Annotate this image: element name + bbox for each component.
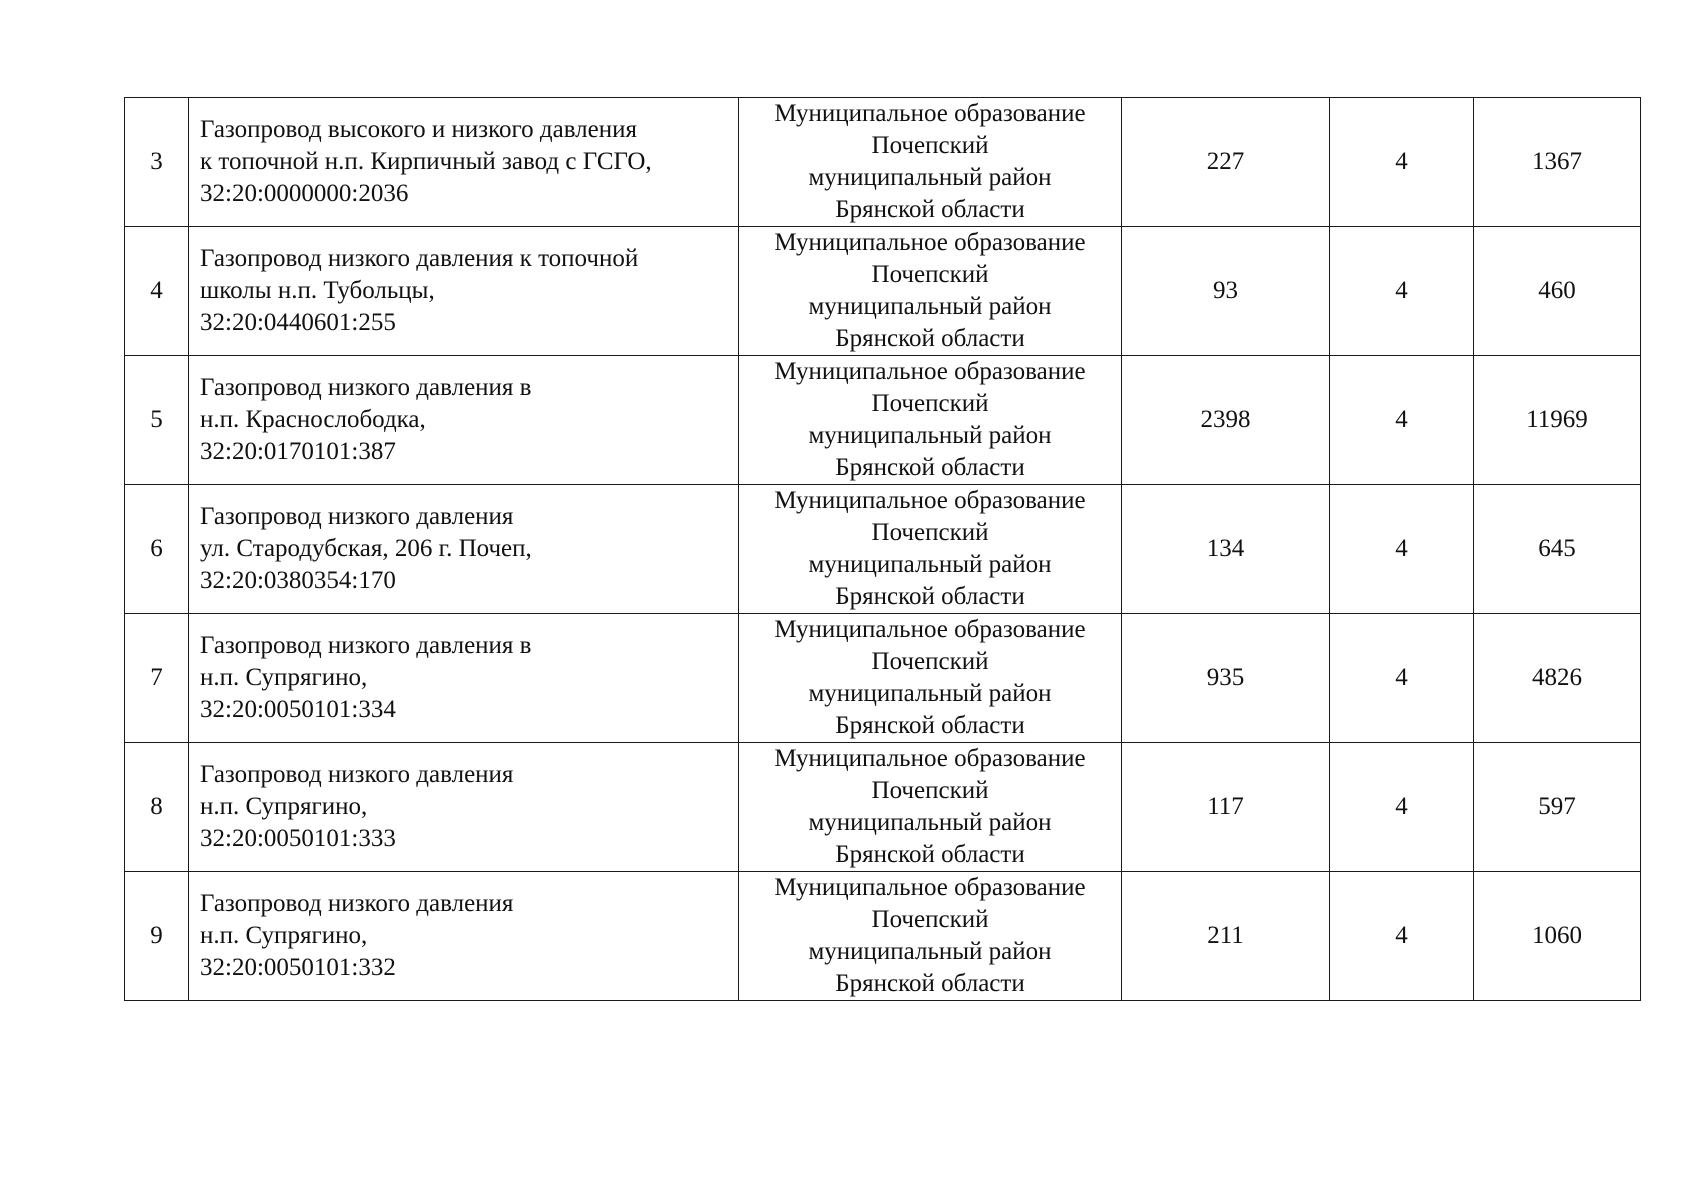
owner-line: Брянской области <box>835 841 1025 868</box>
table-row <box>125 485 1641 614</box>
object-name-line: 32:20:0050101:334 <box>200 696 396 723</box>
owner-line: Брянской области <box>835 583 1025 610</box>
object-name-line: ул. Стародубская, 206 г. Почеп, <box>200 535 532 562</box>
owner-line: Брянской области <box>835 454 1025 481</box>
owner-line: муниципальный район <box>808 809 1052 836</box>
category-cell: 4 <box>1330 614 1474 743</box>
category-cell: 4 <box>1330 872 1474 1001</box>
owner-line: муниципальный район <box>808 293 1052 320</box>
owner-line: Почепский <box>871 906 989 933</box>
object-name-cell <box>189 356 739 485</box>
object-name-cell <box>189 227 739 356</box>
length-cell: 2398 <box>1122 356 1330 485</box>
table-row <box>125 356 1641 485</box>
owner-line: Брянской области <box>835 712 1025 739</box>
object-name-line: к топочной н.п. Кирпичный завод с ГСГО, <box>200 148 652 175</box>
object-name-line: н.п. Супрягино, <box>200 664 368 691</box>
owner-line: Брянской области <box>835 196 1025 223</box>
table-row <box>125 614 1641 743</box>
owner-line: Муниципальное образование <box>774 100 1086 127</box>
row-number-cell: 7 <box>125 614 189 743</box>
owner-line: муниципальный район <box>808 551 1052 578</box>
category-cell: 4 <box>1330 356 1474 485</box>
object-name-line: 32:20:0170101:387 <box>200 438 396 465</box>
owner-line: Почепский <box>871 261 989 288</box>
owner-line: муниципальный район <box>808 164 1052 191</box>
owner-line: Муниципальное образование <box>774 745 1086 772</box>
length-cell: 227 <box>1122 98 1330 227</box>
object-name-line: Газопровод низкого давления в <box>200 374 532 401</box>
value-cell: 1060 <box>1474 872 1641 1001</box>
length-cell: 93 <box>1122 227 1330 356</box>
row-number-cell: 9 <box>125 872 189 1001</box>
owner-line: муниципальный район <box>808 680 1052 707</box>
table-row <box>125 743 1641 872</box>
value-cell: 597 <box>1474 743 1641 872</box>
owner-line: муниципальный район <box>808 422 1052 449</box>
value-cell: 1367 <box>1474 98 1641 227</box>
owner-line: Муниципальное образование <box>774 874 1086 901</box>
object-name-line: Газопровод низкого давления в <box>200 632 532 659</box>
owner-line: Муниципальное образование <box>774 616 1086 643</box>
object-name-line: Газопровод высокого и низкого давления <box>200 116 638 143</box>
owner-line: муниципальный район <box>808 938 1052 965</box>
owner-line: Брянской области <box>835 970 1025 997</box>
table-row <box>125 98 1641 227</box>
owner-line: Почепский <box>871 132 989 159</box>
owner-cell <box>739 485 1122 614</box>
owner-line: Почепский <box>871 777 989 804</box>
owner-cell <box>739 227 1122 356</box>
table-row <box>125 872 1641 1001</box>
owner-line: Брянской области <box>835 325 1025 352</box>
category-cell: 4 <box>1330 98 1474 227</box>
row-number-cell: 4 <box>125 227 189 356</box>
owner-line: Муниципальное образование <box>774 358 1086 385</box>
length-cell: 134 <box>1122 485 1330 614</box>
object-name-line: н.п. Супрягино, <box>200 922 368 949</box>
owner-cell <box>739 614 1122 743</box>
owner-line: Почепский <box>871 648 989 675</box>
owner-line: Почепский <box>871 390 989 417</box>
object-name-line: 32:20:0000000:2036 <box>200 180 409 207</box>
object-name-line: Газопровод низкого давления <box>200 890 514 917</box>
owner-line: Муниципальное образование <box>774 229 1086 256</box>
length-cell: 935 <box>1122 614 1330 743</box>
owner-cell <box>739 98 1122 227</box>
object-name-line: Газопровод низкого давления к топочной <box>200 245 639 272</box>
row-number-cell: 6 <box>125 485 189 614</box>
object-name-line: н.п. Супрягино, <box>200 793 368 820</box>
owner-cell <box>739 872 1122 1001</box>
object-name-line: 32:20:0050101:332 <box>200 954 396 981</box>
gas-pipeline-registry-table <box>124 97 1641 1001</box>
object-name-line: Газопровод низкого давления <box>200 761 514 788</box>
owner-cell <box>739 743 1122 872</box>
value-cell: 460 <box>1474 227 1641 356</box>
category-cell: 4 <box>1330 485 1474 614</box>
length-cell: 211 <box>1122 872 1330 1001</box>
object-name-line: 32:20:0050101:333 <box>200 825 396 852</box>
owner-cell <box>739 356 1122 485</box>
object-name-line: 32:20:0440601:255 <box>200 309 396 336</box>
row-number-cell: 8 <box>125 743 189 872</box>
row-number-cell: 3 <box>125 98 189 227</box>
row-number-cell: 5 <box>125 356 189 485</box>
owner-line: Муниципальное образование <box>774 487 1086 514</box>
object-name-cell <box>189 98 739 227</box>
object-name-cell <box>189 614 739 743</box>
owner-line: Почепский <box>871 519 989 546</box>
object-name-line: Газопровод низкого давления <box>200 503 514 530</box>
object-name-cell <box>189 743 739 872</box>
value-cell: 4826 <box>1474 614 1641 743</box>
value-cell: 11969 <box>1474 356 1641 485</box>
object-name-line: н.п. Краснослободка, <box>200 406 426 433</box>
table-row <box>125 227 1641 356</box>
object-name-cell <box>189 485 739 614</box>
object-name-line: 32:20:0380354:170 <box>200 567 396 594</box>
category-cell: 4 <box>1330 743 1474 872</box>
object-name-line: школы н.п. Тубольцы, <box>200 277 435 304</box>
category-cell: 4 <box>1330 227 1474 356</box>
object-name-cell <box>189 872 739 1001</box>
length-cell: 117 <box>1122 743 1330 872</box>
value-cell: 645 <box>1474 485 1641 614</box>
